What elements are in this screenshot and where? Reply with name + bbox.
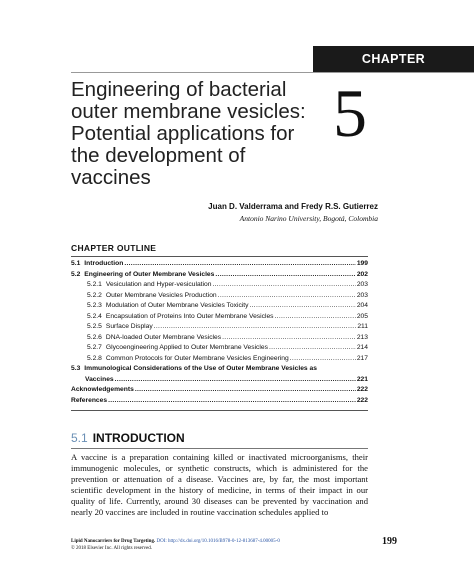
section-heading <box>71 431 185 445</box>
toc-page: 222 <box>356 386 368 393</box>
toc-page: 221 <box>356 375 368 383</box>
footnote <box>71 538 280 552</box>
page-number: 199 <box>382 536 397 547</box>
header-rule <box>71 72 474 73</box>
toc-label: Introduction <box>84 260 124 267</box>
toc-number: 5.1 <box>71 260 81 267</box>
title-line: the development of <box>71 144 246 167</box>
toc-leader <box>215 271 355 278</box>
doi-link[interactable]: DOI: http://dx.doi.org/10.1016/B978-0-12-813687-4.00005-0 <box>156 539 280 544</box>
toc-leader <box>222 334 356 341</box>
toc-label: Acknowledgements <box>71 386 134 393</box>
toc-label: Vesiculation and Hyper-vesiculation <box>105 281 212 288</box>
toc-leader <box>115 376 356 383</box>
toc-entry[interactable] <box>71 292 368 303</box>
toc-page: 202 <box>356 270 368 278</box>
toc-number: 5.2.1 <box>87 281 102 288</box>
toc-label: Modulation of Outer Membrane Vesicles Toxicity <box>105 302 249 309</box>
toc-page: 213 <box>356 333 368 341</box>
copyright: © 2018 Elsevier Inc. All rights reserved. <box>71 546 153 551</box>
toc-leader <box>218 292 356 299</box>
toc-label: Surface Display <box>105 323 153 330</box>
toc-leader <box>212 281 355 288</box>
toc-entry[interactable] <box>71 302 368 313</box>
toc-page: 211 <box>357 323 368 330</box>
toc-leader <box>249 302 355 309</box>
toc-entry[interactable] <box>71 386 368 397</box>
toc-label: Outer Membrane Vesicles Production <box>105 291 217 299</box>
toc-page: 222 <box>356 396 368 404</box>
toc-page: 217 <box>356 354 368 362</box>
chapter-outline <box>71 260 368 407</box>
toc-entry[interactable] <box>71 344 368 355</box>
chapter-title <box>71 79 321 189</box>
toc-page: 203 <box>356 291 368 299</box>
title-line: Engineering of bacterial <box>71 78 287 101</box>
toc-label: Vaccines <box>85 375 114 383</box>
affiliation: Antonio Narino University, Bogotá, Colombia <box>239 214 378 223</box>
toc-leader <box>275 313 356 320</box>
toc-leader <box>290 355 356 362</box>
toc-entry[interactable] <box>71 271 368 282</box>
toc-number: 5.2 <box>71 270 81 278</box>
title-line: outer membrane vesicles: <box>71 100 306 123</box>
toc-leader <box>108 397 356 404</box>
footnote-book: Lipid Nanocarriers for Drug Targeting. <box>71 539 156 544</box>
authors: Juan D. Valderrama and Fredy R.S. Gutierrez <box>208 202 378 211</box>
toc-label: Engineering of Outer Membrane Vesicles <box>84 270 215 278</box>
outline-heading: CHAPTER OUTLINE <box>71 243 157 253</box>
toc-entry[interactable] <box>71 281 368 292</box>
toc-entry[interactable] <box>71 323 368 334</box>
toc-number: 5.2.4 <box>87 312 102 320</box>
toc-number: 5.2.5 <box>87 323 102 330</box>
title-line: vaccines <box>71 166 151 189</box>
toc-label: Common Protocols for Outer Membrane Vesicles Engineering <box>105 354 289 362</box>
toc-entry[interactable] <box>71 365 368 376</box>
toc-entry[interactable] <box>71 355 368 366</box>
toc-number: 5.2.3 <box>87 302 102 309</box>
section-number: 5.1 <box>71 431 88 445</box>
toc-label: Immunological Considerations of the Use of Outer Membrane Vesicles as <box>84 365 317 372</box>
toc-entry[interactable] <box>71 334 368 345</box>
section-title: INTRODUCTION <box>92 431 185 445</box>
toc-entry[interactable] <box>71 260 368 271</box>
toc-page: 205 <box>356 312 368 320</box>
toc-leader <box>124 260 356 267</box>
toc-number: 5.2.2 <box>87 291 102 299</box>
toc-page: 199 <box>356 260 368 267</box>
chapter-number: 5 <box>333 75 367 151</box>
toc-entry[interactable] <box>71 313 368 324</box>
chapter-label: CHAPTER <box>313 46 474 72</box>
outline-rule <box>71 256 368 257</box>
section-rule <box>71 448 368 449</box>
toc-leader <box>154 323 357 330</box>
toc-leader <box>135 386 356 393</box>
toc-number: 5.3 <box>71 365 81 372</box>
toc-number: 5.2.7 <box>87 344 102 351</box>
toc-page: 204 <box>356 302 368 309</box>
toc-number: 5.2.8 <box>87 354 102 362</box>
toc-entry[interactable] <box>71 376 368 387</box>
toc-entry[interactable] <box>71 397 368 408</box>
toc-label: References <box>71 396 108 404</box>
toc-number: 5.2.6 <box>87 333 102 341</box>
body-paragraph: A vaccine is a preparation containing killed or inactivated microorganisms, their immunogenic molecules, or synthetic constructs, which is administered for the prevention or attenuation of a disease. Vaccines are, by far, the most important scientific development in the history of medicine, in terms of their impact in our quality of life. Currently, around 30 diseases can be prevented by vaccination and nearly 20 vaccines are included in routine vaccination schedules applied to <box>71 452 368 517</box>
toc-page: 203 <box>356 281 368 288</box>
toc-page: 214 <box>356 344 368 351</box>
toc-label: DNA-loaded Outer Membrane Vesicles <box>105 333 222 341</box>
toc-label: Glycoengineering Applied to Outer Membrane Vesicles <box>105 344 268 351</box>
toc-label: Encapsulation of Proteins Into Outer Membrane Vesicles <box>105 312 274 320</box>
outline-bottom-rule <box>71 410 368 411</box>
toc-leader <box>269 344 356 351</box>
title-line: Potential applications for <box>71 122 295 145</box>
